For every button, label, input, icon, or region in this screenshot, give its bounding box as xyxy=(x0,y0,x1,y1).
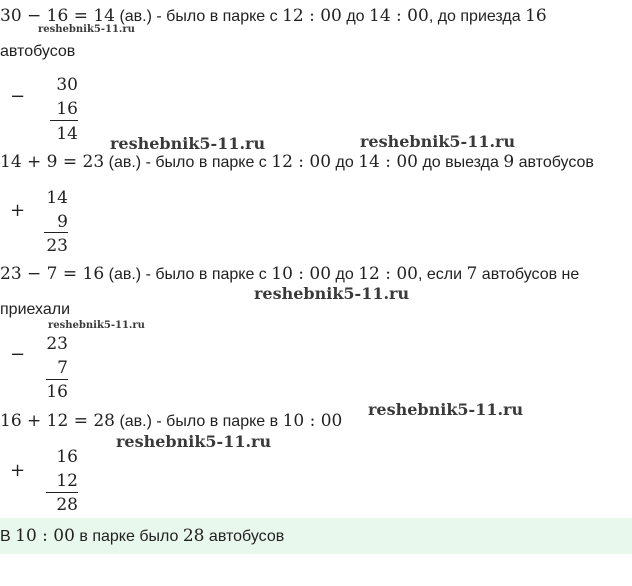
step-2-line xyxy=(0,152,594,173)
step-4-text: (ав.) - было в парке в xyxy=(115,413,283,430)
answer-post: автобусов xyxy=(204,528,285,545)
step-2-column-calc xyxy=(0,182,120,254)
step-1-text-mid: до xyxy=(341,8,369,25)
column-divider xyxy=(46,379,68,380)
operand-a: 23 xyxy=(46,334,68,354)
watermark: reshebnik5-11.ru xyxy=(110,134,266,153)
step-1-line-2: автобусов xyxy=(0,43,76,60)
step-3-count: 7 xyxy=(466,264,478,284)
column-result: 14 xyxy=(56,124,78,144)
watermark: reshebnik5-11.ru xyxy=(254,284,410,303)
column-result: 16 xyxy=(46,382,68,402)
step-4-column-calc xyxy=(0,444,120,516)
step-1-column-calc xyxy=(0,72,120,144)
operand-a: 30 xyxy=(56,75,78,95)
watermark: reshebnik5-11.ru xyxy=(368,400,524,419)
step-1-expression: 30 − 16 = 14 xyxy=(0,6,115,26)
plus-sign: + xyxy=(10,460,26,481)
minus-sign: − xyxy=(10,86,26,107)
answer-box xyxy=(0,518,632,554)
column-divider xyxy=(44,232,68,233)
column-divider xyxy=(46,492,78,493)
step-3-time-to: 12 : 00 xyxy=(358,264,418,284)
step-1-time-to: 14 : 00 xyxy=(369,6,429,26)
watermark: reshebnik5-11.ru xyxy=(48,320,145,331)
step-2-tail: автобусов xyxy=(514,154,594,171)
step-1-text-2: , до приезда xyxy=(428,8,526,25)
operand-a: 14 xyxy=(46,188,68,208)
watermark: reshebnik5-11.ru xyxy=(360,132,516,151)
step-3-expression: 23 − 7 = 16 xyxy=(0,264,105,284)
step-3-tail: автобусов не xyxy=(477,266,580,283)
step-3-time-from: 10 : 00 xyxy=(271,264,332,284)
operand-a: 16 xyxy=(56,447,78,467)
step-3-text-mid: до xyxy=(331,266,359,283)
operand-b: 7 xyxy=(57,358,68,378)
operand-b: 9 xyxy=(57,212,68,232)
answer-mid: в парке было xyxy=(74,528,183,545)
answer-pre: В xyxy=(0,528,16,545)
column-result: 23 xyxy=(46,236,68,256)
step-1-text: (ав.) - было в парке с xyxy=(115,8,283,25)
step-4-expression: 16 + 12 = 28 xyxy=(0,411,115,431)
step-2-time-to: 14 : 00 xyxy=(358,152,418,172)
watermark: reshebnik5-11.ru xyxy=(116,432,272,451)
column-divider xyxy=(50,120,78,121)
answer-count: 28 xyxy=(182,526,205,546)
step-3-line xyxy=(0,264,579,285)
step-2-text-mid: до xyxy=(331,154,359,171)
step-2-text: (ав.) - было в парке с xyxy=(104,154,272,171)
step-1-time-from: 12 : 00 xyxy=(282,6,342,26)
step-2-text-2: до выезда xyxy=(418,154,504,171)
plus-sign: + xyxy=(10,200,26,221)
step-2-time-from: 12 : 00 xyxy=(271,152,332,172)
answer-time: 10 : 00 xyxy=(15,526,75,546)
step-3-text: (ав.) - было в парке с xyxy=(104,266,272,283)
step-3-text-2: , если xyxy=(418,266,467,283)
column-result: 28 xyxy=(56,495,78,515)
watermark: reshebnik5-11.ru xyxy=(38,24,135,35)
minus-sign: − xyxy=(10,344,26,365)
step-3-line-2: приехали xyxy=(0,301,71,318)
step-3-column-calc xyxy=(0,330,120,404)
step-2-expression: 14 + 9 = 23 xyxy=(0,152,105,172)
step-1-count: 16 xyxy=(525,6,547,26)
operand-b: 12 xyxy=(56,471,78,491)
step-4-time: 10 : 00 xyxy=(282,411,343,431)
step-4-line xyxy=(0,411,342,432)
operand-b: 16 xyxy=(56,99,78,119)
step-2-count: 9 xyxy=(503,152,515,172)
